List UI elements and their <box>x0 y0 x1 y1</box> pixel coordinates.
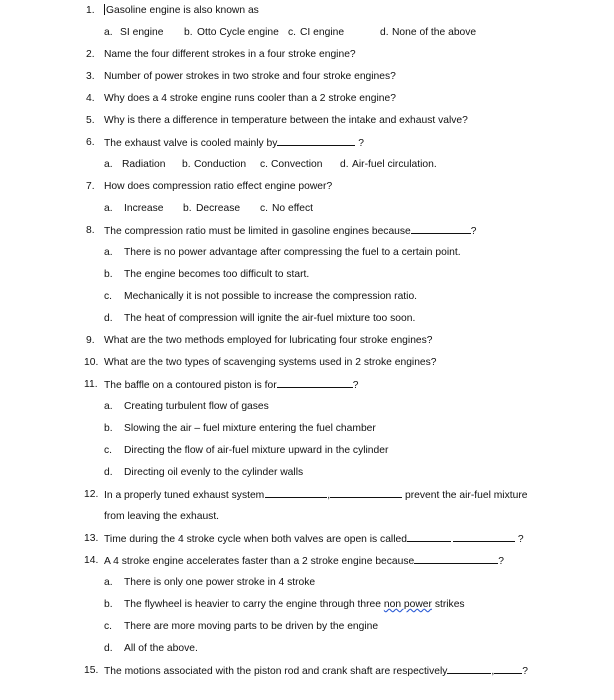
question-text: from leaving the exhaust. <box>104 511 220 522</box>
question-text <box>104 136 364 151</box>
question-mark: ? <box>522 666 529 677</box>
blank-separator: , <box>491 666 495 677</box>
option-letter: b. <box>104 423 113 434</box>
answer-blank[interactable] <box>277 378 353 388</box>
option-letter: a. <box>104 159 113 170</box>
answer-blank[interactable] <box>265 488 327 498</box>
question-mark: ? <box>498 556 504 567</box>
option-text: Directing oil evenly to the cylinder walls <box>124 467 304 478</box>
option-letter: d. <box>104 643 113 654</box>
question-8-text: The compression ratio must be limited in gasoline engines because <box>104 226 411 237</box>
option-text: There is only one power stroke in 4 stroke <box>124 577 316 588</box>
option-letter: c. <box>104 621 113 632</box>
option-text: None of the above <box>392 27 477 38</box>
question-1-text: Gasoline engine is also known as <box>106 5 259 16</box>
question-mark: ? <box>358 138 365 149</box>
option-text: The heat of compression will ignite the air-fuel mixture too soon. <box>124 313 416 324</box>
option-text: CI engine <box>300 27 345 38</box>
option-text: The engine becomes too difficult to start. <box>124 269 310 280</box>
question-number: 7. <box>86 181 95 192</box>
answer-blank[interactable] <box>330 488 402 498</box>
question-text <box>104 532 524 547</box>
option-text: Mechanically it is not possible to increase the compression ratio. <box>124 291 418 302</box>
question-text <box>104 664 528 679</box>
text-cursor <box>104 4 105 15</box>
question-number: 13. <box>84 533 99 544</box>
option-letter: c. <box>104 445 113 456</box>
question-text <box>104 554 504 569</box>
question-number: 2. <box>86 49 95 60</box>
option-letter: d. <box>104 313 113 324</box>
answer-blank[interactable] <box>453 532 515 542</box>
question-number: 8. <box>86 225 95 236</box>
option-letter: b. <box>104 599 113 610</box>
question-mark: ? <box>517 534 524 545</box>
question-text <box>104 378 358 393</box>
option-text <box>124 598 465 612</box>
option-text: Otto Cycle engine <box>197 27 279 38</box>
option-text: SI engine <box>120 27 164 38</box>
question-text <box>104 488 528 503</box>
question-text: Why is there a difference in temperature between the intake and exhaust valve? <box>104 115 468 126</box>
question-text: Why does a 4 stroke engine runs cooler than a 2 stroke engine? <box>104 93 396 104</box>
question-15-text: The motions associated with the piston rod and crank shaft are respectively <box>104 666 448 677</box>
option-text: There is no power advantage after compressing the fuel to a certain point. <box>124 247 461 258</box>
question-text <box>104 4 259 18</box>
answer-blank[interactable] <box>411 224 471 234</box>
option-letter: c. <box>104 291 113 302</box>
question-number: 1. <box>86 5 95 16</box>
question-number: 9. <box>86 335 95 346</box>
answer-blank[interactable] <box>447 664 491 674</box>
option-letter: a. <box>104 401 113 412</box>
question-11-text: The baffle on a contoured piston is for <box>104 380 277 391</box>
question-number: 12. <box>84 489 99 500</box>
option-text: Radiation <box>122 159 166 170</box>
option-letter: b. <box>183 203 192 214</box>
option-text: Conduction <box>194 159 247 170</box>
answer-blank[interactable] <box>277 136 355 146</box>
question-number: 6. <box>86 137 95 148</box>
option-text: There are more moving parts to be driven by the engine <box>124 621 379 632</box>
option-letter: b. <box>104 269 113 280</box>
blank-separator: , <box>327 490 331 501</box>
answer-blank[interactable] <box>414 554 498 564</box>
option-letter: c. <box>260 159 269 170</box>
question-text: What are the two types of scavenging systems used in 2 stroke engines? <box>104 357 437 368</box>
option-letter: c. <box>260 203 269 214</box>
question-number: 10. <box>84 357 99 368</box>
option-text: Convection <box>271 159 323 170</box>
option-letter: b. <box>182 159 191 170</box>
option-letter: d. <box>104 467 113 478</box>
question-number: 15. <box>84 665 99 676</box>
question-text: What are the two methods employed for lubricating four stroke engines? <box>104 335 433 346</box>
option-letter: a. <box>104 27 113 38</box>
option-text: All of the above. <box>124 643 198 654</box>
option-text-end: strikes <box>431 599 465 610</box>
question-number: 4. <box>86 93 95 104</box>
question-number: 11. <box>84 379 98 390</box>
question-number: 14. <box>84 555 99 566</box>
option-text: Creating turbulent flow of gases <box>124 401 269 412</box>
option-text-start: The flywheel is heavier to carry the engine through three <box>124 599 384 610</box>
question-14-text: A 4 stroke engine accelerates faster than a 2 stroke engine because <box>104 556 415 567</box>
option-text: No effect <box>272 203 314 214</box>
option-letter: b. <box>184 27 193 38</box>
answer-blank[interactable] <box>407 532 451 542</box>
question-number: 3. <box>86 71 95 82</box>
question-text: How does compression ratio effect engine power? <box>104 181 333 192</box>
question-12-continuation: prevent the air-fuel mixture <box>405 490 528 501</box>
option-letter: a. <box>104 577 113 588</box>
option-text: Slowing the air – fuel mixture entering the fuel chamber <box>124 423 376 434</box>
option-text: Increase <box>124 203 164 214</box>
option-text: Decrease <box>196 203 241 214</box>
option-letter: a. <box>104 203 113 214</box>
question-text <box>104 224 477 239</box>
question-12-text: In a properly tuned exhaust system <box>104 490 265 501</box>
answer-blank[interactable] <box>494 664 522 674</box>
question-6-text: The exhaust valve is cooled mainly by <box>104 138 278 149</box>
question-text: Name the four different strokes in a four stroke engine? <box>104 49 356 60</box>
question-text: Number of power strokes in two stroke and four stroke engines? <box>104 71 396 82</box>
option-text: Air-fuel circulation. <box>352 159 437 170</box>
question-mark: ? <box>470 226 477 237</box>
option-text: Directing the flow of air-fuel mixture upward in the cylinder <box>124 445 389 456</box>
option-letter: d. <box>340 159 349 170</box>
question-number: 5. <box>86 115 95 126</box>
question-13-text: Time during the 4 stroke cycle when both valves are open is called <box>104 534 407 545</box>
option-letter: d. <box>380 27 389 38</box>
option-letter: a. <box>104 247 113 258</box>
option-letter: c. <box>288 27 297 38</box>
question-mark: ? <box>352 380 359 391</box>
spellcheck-marked-text: non power <box>383 599 432 610</box>
